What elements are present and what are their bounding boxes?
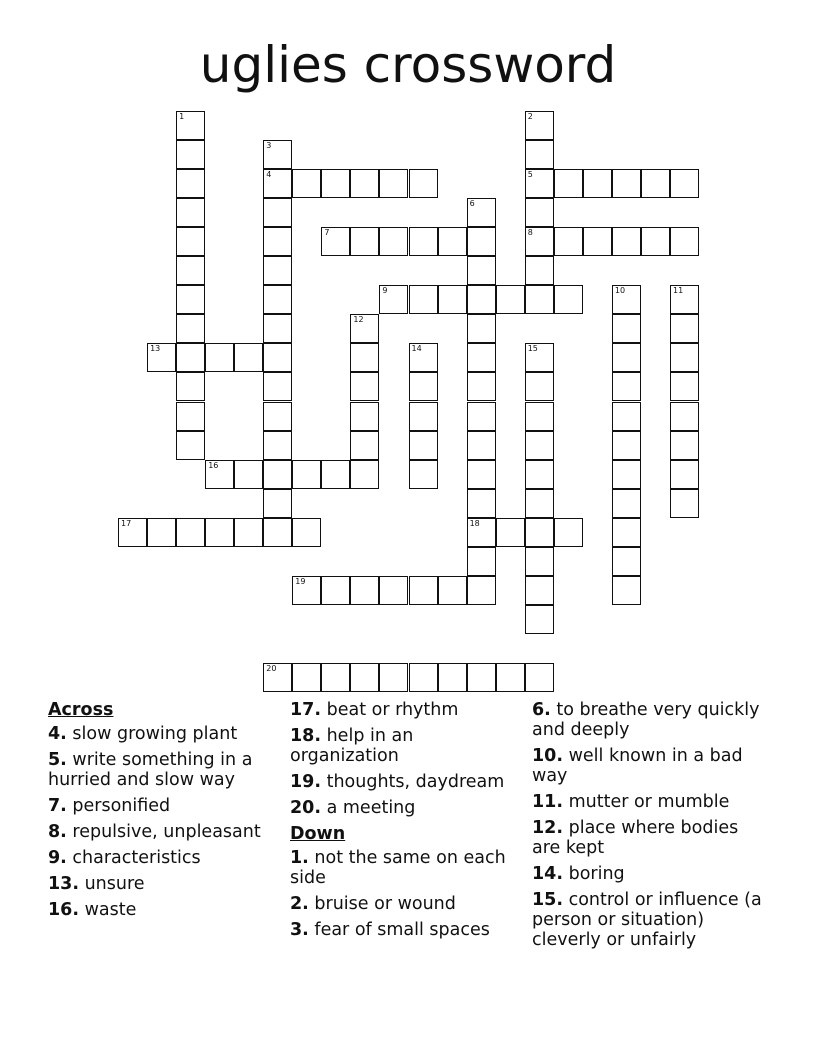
clue-number: 11	[673, 286, 684, 296]
clue-down-14: 14. boring	[532, 864, 625, 884]
clue-down-1: 1. not the same on each side	[290, 848, 506, 888]
across-heading: Across	[48, 700, 114, 720]
clue-across-4: 4. slow growing plant	[48, 724, 238, 744]
grid-cell[interactable]	[176, 343, 205, 372]
grid-cell[interactable]	[379, 285, 408, 314]
grid-cell[interactable]	[670, 314, 699, 343]
grid-cell[interactable]	[176, 518, 205, 547]
grid-cell[interactable]	[409, 663, 438, 692]
grid-cell[interactable]	[350, 372, 379, 401]
grid-cell[interactable]	[321, 460, 350, 489]
grid-cell[interactable]	[467, 431, 496, 460]
clue-across-17: 17. beat or rhythm	[290, 700, 459, 720]
grid-cell[interactable]	[263, 256, 292, 285]
grid-cell[interactable]	[176, 402, 205, 431]
grid-cell[interactable]	[263, 460, 292, 489]
clue-number: 2	[527, 112, 533, 121]
grid-cell[interactable]	[496, 518, 525, 547]
clue-down-6: 6. to breathe very quickly and deeply	[532, 700, 760, 740]
grid-cell[interactable]	[467, 372, 496, 401]
grid-cell[interactable]	[670, 460, 699, 489]
grid-cell[interactable]	[583, 227, 612, 256]
grid-cell[interactable]	[467, 489, 496, 518]
grid-cell[interactable]	[612, 489, 641, 518]
grid-cell[interactable]	[409, 169, 438, 198]
grid-cell[interactable]	[263, 518, 292, 547]
clue-down-10: 10. well known in a bad way	[532, 746, 743, 786]
clue-number: 6	[469, 199, 475, 209]
grid-cell[interactable]	[554, 285, 583, 314]
grid-cell[interactable]	[263, 489, 292, 518]
grid-cell[interactable]	[292, 169, 321, 198]
clue-number: 10	[614, 286, 626, 296]
grid-cell[interactable]	[583, 169, 612, 198]
grid-cell[interactable]	[612, 372, 641, 401]
grid-cell[interactable]	[525, 460, 554, 489]
grid-cell[interactable]	[612, 285, 641, 314]
grid-cell[interactable]	[263, 198, 292, 227]
grid-cell[interactable]	[525, 169, 554, 198]
clue-down-2: 2. bruise or wound	[290, 894, 456, 914]
grid-cell[interactable]	[321, 663, 350, 692]
grid-cell[interactable]	[263, 169, 292, 198]
grid-cell[interactable]	[612, 343, 641, 372]
grid-cell[interactable]	[525, 111, 554, 140]
grid-cell[interactable]	[525, 402, 554, 431]
clue-number: 13	[150, 344, 161, 354]
grid-cell[interactable]	[409, 460, 438, 489]
clue-number: 17	[121, 518, 132, 528]
grid-cell[interactable]	[292, 576, 321, 605]
clue-number: 20	[266, 664, 277, 673]
grid-cell[interactable]	[263, 227, 292, 256]
grid-cell[interactable]	[612, 314, 641, 343]
grid-cell[interactable]	[496, 285, 525, 314]
grid-cell[interactable]	[176, 140, 205, 169]
grid-cell[interactable]	[525, 431, 554, 460]
grid-cell[interactable]	[612, 431, 641, 460]
grid-cell[interactable]	[350, 460, 379, 489]
grid-cell[interactable]	[409, 576, 438, 605]
clue-down-12: 12. place where bodies are kept	[532, 818, 739, 858]
grid-cell[interactable]	[438, 663, 467, 692]
grid-cell[interactable]	[379, 227, 408, 256]
grid-cell[interactable]	[292, 518, 321, 547]
grid-cell[interactable]	[350, 576, 379, 605]
clue-down-11: 11. mutter or mumble	[532, 792, 730, 812]
grid-cell[interactable]	[263, 343, 292, 372]
grid-cell[interactable]	[467, 663, 496, 692]
grid-cell[interactable]	[263, 140, 292, 169]
clue-across-20: 20. a meeting	[290, 798, 416, 818]
grid-cell[interactable]	[147, 343, 176, 372]
grid-cell[interactable]	[205, 518, 234, 547]
clue-across-19: 19. thoughts, daydream	[290, 772, 505, 792]
grid-cell[interactable]	[467, 547, 496, 576]
grid-cell[interactable]	[176, 198, 205, 227]
grid-cell[interactable]	[670, 227, 699, 256]
grid-cell[interactable]	[176, 111, 205, 140]
grid-cell[interactable]	[409, 431, 438, 460]
clue-across-7: 7. personified	[48, 796, 171, 816]
grid-cell[interactable]	[525, 547, 554, 576]
grid-cell[interactable]	[409, 372, 438, 401]
grid-cell[interactable]	[554, 518, 583, 547]
grid-cell[interactable]	[409, 285, 438, 314]
grid-cell[interactable]	[467, 518, 496, 547]
grid-cell[interactable]	[612, 576, 641, 605]
grid-cell[interactable]	[612, 460, 641, 489]
grid-cell[interactable]	[379, 663, 408, 692]
grid-cell[interactable]	[350, 663, 379, 692]
clue-number: 1	[179, 112, 185, 121]
grid-cell[interactable]	[670, 489, 699, 518]
clue-down-3: 3. fear of small spaces	[290, 920, 490, 940]
clue-across-9: 9. characteristics	[48, 848, 201, 868]
grid-cell[interactable]	[176, 285, 205, 314]
grid-cell[interactable]	[670, 169, 699, 198]
clue-number: 5	[527, 170, 533, 180]
clues-column-1	[48, 700, 278, 926]
grid-cell[interactable]	[525, 663, 554, 692]
grid-cell[interactable]	[350, 169, 379, 198]
grid-cell[interactable]	[379, 576, 408, 605]
grid-cell[interactable]	[670, 372, 699, 401]
grid-cell[interactable]	[350, 431, 379, 460]
grid-cell[interactable]	[147, 518, 176, 547]
grid-cell[interactable]	[525, 489, 554, 518]
clue-across-5: 5. write something in a hurried and slow way	[48, 750, 253, 790]
grid-cell[interactable]	[321, 227, 350, 256]
grid-cell[interactable]	[612, 227, 641, 256]
grid-cell[interactable]	[467, 460, 496, 489]
grid-cell[interactable]	[350, 227, 379, 256]
clue-number: 15	[527, 344, 538, 354]
grid-cell[interactable]	[525, 256, 554, 285]
grid-cell[interactable]	[496, 663, 525, 692]
grid-cell[interactable]	[670, 285, 699, 314]
clue-across-8: 8. repulsive, unpleasant	[48, 822, 261, 842]
grid-cell[interactable]	[263, 314, 292, 343]
clue-number: 14	[411, 344, 422, 354]
clue-number: 18	[469, 518, 480, 528]
grid-cell[interactable]	[467, 314, 496, 343]
grid-cell[interactable]	[525, 140, 554, 169]
grid-cell[interactable]	[467, 343, 496, 372]
grid-cell[interactable]	[263, 402, 292, 431]
clue-across-16: 16. waste	[48, 900, 137, 920]
grid-cell[interactable]	[612, 169, 641, 198]
grid-cell[interactable]	[641, 169, 670, 198]
grid-cell[interactable]	[205, 343, 234, 372]
grid-cell[interactable]	[438, 227, 467, 256]
grid-cell[interactable]	[525, 285, 554, 314]
grid-cell[interactable]	[176, 372, 205, 401]
clue-number: 16	[208, 460, 219, 470]
grid-cell[interactable]	[467, 285, 496, 314]
clues-column-2	[290, 700, 520, 946]
grid-cell[interactable]	[292, 460, 321, 489]
grid-cell[interactable]	[263, 431, 292, 460]
grid-cell[interactable]	[409, 227, 438, 256]
grid-cell[interactable]	[641, 227, 670, 256]
down-heading: Down	[290, 824, 346, 844]
grid-cell[interactable]	[263, 372, 292, 401]
grid-cell[interactable]	[438, 576, 467, 605]
grid-cell[interactable]	[525, 576, 554, 605]
grid-cell[interactable]	[467, 256, 496, 285]
clue-number: 4	[266, 170, 272, 180]
grid-cell[interactable]	[525, 227, 554, 256]
grid-cell[interactable]	[292, 663, 321, 692]
grid-cell[interactable]	[525, 518, 554, 547]
grid-cell[interactable]	[554, 169, 583, 198]
grid-cell[interactable]	[350, 402, 379, 431]
grid-cell[interactable]	[670, 431, 699, 460]
grid-cell[interactable]	[234, 518, 263, 547]
grid-cell[interactable]	[321, 576, 350, 605]
clue-down-15: 15. control or influence (a person or situation) cleverly or unfairly	[532, 890, 762, 950]
grid-cell[interactable]	[176, 169, 205, 198]
grid-cell[interactable]	[263, 663, 292, 692]
grid-cell[interactable]	[234, 343, 263, 372]
clue-number: 7	[324, 228, 330, 238]
grid-cell[interactable]	[176, 256, 205, 285]
clue-across-18: 18. help in an organization	[290, 726, 414, 766]
grid-cell[interactable]	[438, 285, 467, 314]
clues-column-3	[532, 700, 772, 956]
grid-cell[interactable]	[525, 372, 554, 401]
grid-cell[interactable]	[409, 402, 438, 431]
clue-number: 3	[266, 141, 272, 151]
grid-cell[interactable]	[176, 314, 205, 343]
grid-cell[interactable]	[234, 460, 263, 489]
grid-cell[interactable]	[612, 402, 641, 431]
clue-number: 8	[527, 228, 533, 238]
grid-cell[interactable]	[670, 343, 699, 372]
grid-cell[interactable]	[525, 198, 554, 227]
grid-cell[interactable]	[612, 518, 641, 547]
grid-cell[interactable]	[205, 460, 234, 489]
grid-cell[interactable]	[263, 285, 292, 314]
clue-across-13: 13. unsure	[48, 874, 145, 894]
grid-cell[interactable]	[525, 343, 554, 372]
grid-cell[interactable]	[467, 227, 496, 256]
page-title: uglies crossword	[199, 36, 617, 94]
clue-number: 9	[382, 286, 388, 296]
grid-cell[interactable]	[409, 343, 438, 372]
grid-cell[interactable]	[118, 518, 147, 547]
grid-cell[interactable]	[176, 431, 205, 460]
clue-number: 19	[295, 576, 306, 586]
grid-cell[interactable]	[350, 343, 379, 372]
clue-number: 12	[353, 315, 364, 325]
grid-cell[interactable]	[379, 169, 408, 198]
grid-cell[interactable]	[670, 402, 699, 431]
grid-cell[interactable]	[467, 402, 496, 431]
grid-cell[interactable]	[525, 605, 554, 634]
grid-cell[interactable]	[321, 169, 350, 198]
grid-cell[interactable]	[554, 227, 583, 256]
grid-cell[interactable]	[176, 227, 205, 256]
grid-cell[interactable]	[467, 198, 496, 227]
grid-cell[interactable]	[467, 576, 496, 605]
grid-cell[interactable]	[350, 314, 379, 343]
grid-cell[interactable]	[612, 547, 641, 576]
